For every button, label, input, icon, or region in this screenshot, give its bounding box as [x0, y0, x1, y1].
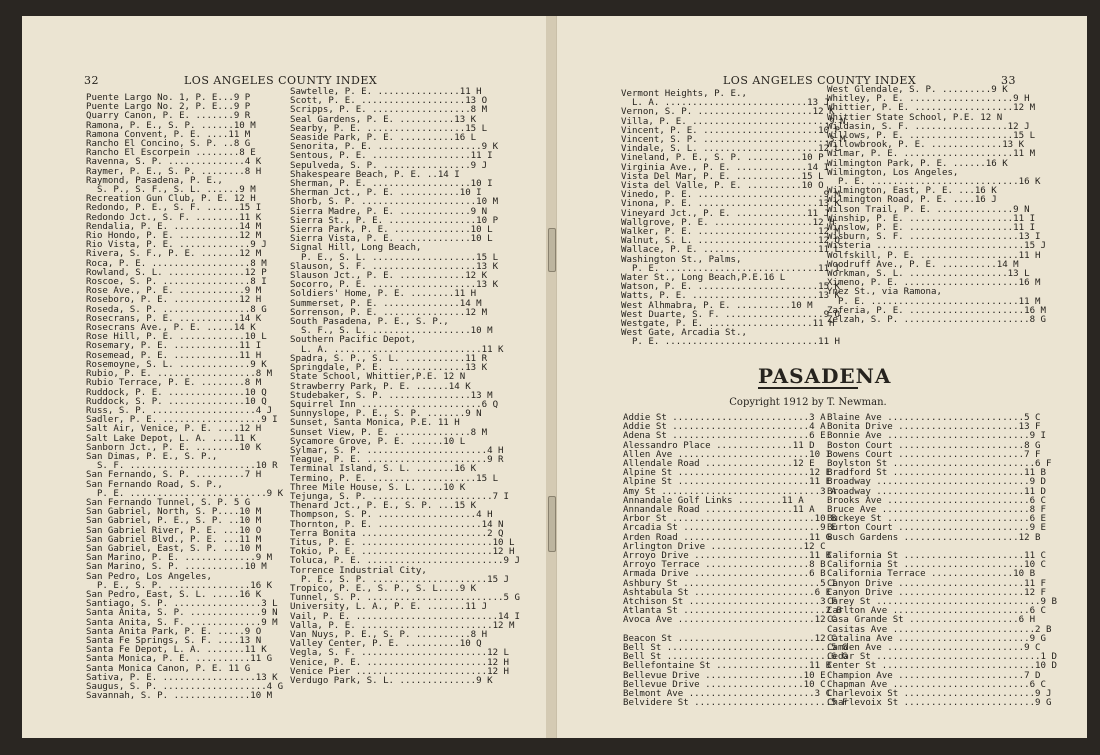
- index-entry: West Duarte, S. F. ..................9 O: [621, 309, 840, 320]
- index-entry: Wilmington Park, P. E. ......16 K: [827, 158, 1008, 169]
- index-entry: Virginia Ave., P. E. .............14 I: [621, 162, 830, 173]
- index-entry: Ashtabula St ......................6 E: [623, 587, 832, 598]
- index-entry: Teague, P. E. ......................9 R: [290, 455, 504, 466]
- index-entry: Raymer, P. E., S. P. ........8 H: [86, 166, 262, 177]
- index-entry: Quarry Canon, P. E. .......9 R: [86, 111, 251, 122]
- index-entry: University, L. A., P. E. .......11 J: [290, 602, 488, 613]
- index-entry: Puente Largo No. 1, P. E...9 P: [86, 93, 251, 103]
- index-entry: Sherman, P. E. ..................10 I: [290, 179, 493, 190]
- index-entry: Canyon Drive .......................11 F: [827, 578, 1046, 589]
- index-entry: Whittier, P. E. ..................12 M: [827, 103, 1036, 114]
- index-entry: San Gabriel, P. E., S. P. ..10 M: [86, 516, 262, 527]
- index-entry: Raymond, Pasadena, P. E.,: [86, 175, 223, 186]
- index-entry: Avoca Ave .........................12 C: [623, 615, 837, 626]
- index-entry: San Pedro, East, S. L. .....16 K: [86, 589, 262, 600]
- index-entry: Vineyard Jct., P. E. .............11 J: [621, 208, 830, 219]
- index-entry: P. E., S. P. ...............16 K: [86, 580, 273, 591]
- index-entry: Senorita, P. E. ...................9 K: [290, 142, 499, 153]
- index-entry: Vindale, S. L. .....................12 L: [621, 144, 840, 155]
- index-entry: Slauson Jct., P. E. ............12 K: [290, 271, 488, 282]
- index-entry: Vernon, S. P. .....................12 K: [621, 107, 835, 118]
- index-entry: Chapman Ave .........................6 C: [827, 679, 1046, 690]
- index-entry: Canyon Drive .......................12 F: [827, 587, 1046, 598]
- index-entry: Savannah, S. P. ..............10 M: [86, 691, 273, 702]
- index-entry: Center St ............................10 D: [827, 661, 1057, 672]
- index-entry: Ruddock, S. P. ..............10 Q: [86, 396, 267, 407]
- index-entry: Belmont Ave .......................3 C: [623, 689, 832, 700]
- index-entry: Shorb, S. P. .....................10 M: [290, 197, 499, 208]
- index-entry: Vincent, P. E. .....................10 P: [621, 125, 840, 136]
- index-entry: Sycamore Grove, P. E. ......10 L: [290, 436, 466, 447]
- index-entry: Bell St ..............................6 G: [623, 652, 848, 663]
- index-entry: P. E. ............................11 H: [621, 337, 840, 348]
- index-entry: Vinedo, P. E. .......................9 M: [621, 190, 840, 201]
- index-entry: Carey St ..............................9 B: [827, 597, 1057, 608]
- index-entry: Broadway ...........................11 D: [827, 486, 1046, 497]
- index-entry: Arroyo Terrace ...................8 B: [623, 560, 826, 571]
- index-entry: Ramona Convent, P. E. ....11 M: [86, 129, 251, 140]
- index-entry: San Gabriel, North, S. P....10 M: [86, 507, 262, 518]
- index-entry: Boston Court .......................8 G: [827, 440, 1041, 451]
- index-entry: Spadra, S. P., S. L. ...........11 R: [290, 353, 488, 364]
- index-entry: Vista Del Mar, P. E. ............15 L: [621, 171, 824, 182]
- index-entry: Ynez St., via Ramona,: [827, 287, 942, 298]
- index-entry: Santa Fe Springs, S. F. ....13 N: [86, 635, 262, 646]
- index-entry: Walnut, S. L. ......................12 Q: [621, 236, 840, 247]
- index-entry: Catalina Ave ........................9 G: [827, 633, 1046, 644]
- index-entry: Bonita Drive ......................13 F: [827, 422, 1041, 433]
- index-entry: Redondo, P. E., S. F. ......15 I: [86, 203, 262, 214]
- index-entry: Arbor St ..........................10 B: [623, 514, 837, 525]
- index-entry: Searby, P. E. ..................15 L: [290, 123, 488, 134]
- index-entry: San Fernando Tunnel, S. P. 5 G: [86, 497, 251, 508]
- index-entry: Wisburn, S. F. ....................13 I: [827, 232, 1041, 243]
- index-entry: California St ......................10 C: [827, 560, 1046, 571]
- index-entry: Sierra Madre, P. E. .............9 N: [290, 206, 488, 217]
- index-entry: Addie St .........................3 A: [623, 413, 826, 423]
- index-entry: Rancho El Concino, S. P. ..8 G: [86, 139, 251, 150]
- index-entry: Roscoe, S. P. ................8 I: [86, 277, 267, 288]
- index-entry: Santa Anita Park, P. E. .....9 O: [86, 626, 262, 637]
- index-entry: California St ......................11 C: [827, 551, 1046, 562]
- index-entry: West Glendale, S. P. .........9 K: [827, 85, 1008, 95]
- index-entry: Rivera, S. F., P. E. .......12 M: [86, 249, 262, 260]
- index-entry: Venice, P. E. ......................12 H: [290, 657, 509, 668]
- index-entry: Zelzah, S. P. .......................8 G: [827, 315, 1046, 326]
- index-entry: Ashbury St .........................5 I: [623, 578, 837, 589]
- index-entry: Wilmington, East, P. E. ...16 K: [827, 186, 997, 197]
- index-entry: Casa Grande St ....................6 H: [827, 615, 1036, 626]
- index-entry: Wilmar, P. E. ....................11 M: [827, 149, 1036, 160]
- index-entry: Sierra Park, P. E. ..............10 L: [290, 225, 493, 236]
- index-entry: Sunset, Santa Monica, P.E. 11 H: [290, 418, 460, 429]
- index-entry: San Pedro, Los Angeles,: [86, 571, 212, 582]
- index-entry: S. F., S. L. ..................10 M: [290, 326, 493, 337]
- index-entry: Sanborn Jct., P. E. ........10 K: [86, 442, 262, 453]
- index-entry: Ravenna, S. P. ..............4 K: [86, 157, 262, 168]
- index-entry: Valla, P. E. ........................12 M: [290, 620, 515, 631]
- index-entry: L. A. ...........................11 K: [290, 344, 504, 355]
- index-entry: Bruce Ave ...........................8 F: [827, 505, 1046, 516]
- index-entry: Bellefontaine St .................11 B: [623, 661, 832, 672]
- index-entry: Vista del Valle, P. E. ..........10 O: [621, 181, 824, 192]
- index-entry: P. E., S. L. ...................15 L: [290, 252, 499, 263]
- running-header-right: LOS ANGELES COUNTY INDEX: [723, 74, 917, 87]
- index-entry: Titus, P. E. ........................10 L: [290, 537, 515, 548]
- index-entry: Armada Drive .....................6 B: [623, 569, 826, 580]
- index-entry: Addie St .........................4 A: [623, 422, 826, 433]
- index-entry: San Marino, P. E. .............9 M: [86, 553, 273, 564]
- pasadena-column-2: [827, 414, 1057, 709]
- index-entry: Charlevoix St ........................9 J: [827, 689, 1052, 700]
- staple-bottom: [548, 496, 556, 552]
- index-entry: Burton Court ........................9 E: [827, 523, 1046, 534]
- index-entry: Rosecrans, P. E. ...........14 K: [86, 313, 262, 324]
- index-entry: Rosemead, P. E. ............11 H: [86, 350, 262, 361]
- index-entry: Ruddock, P. E. ..............10 Q: [86, 387, 267, 398]
- index-column-left-2: [290, 88, 520, 686]
- index-entry: State School, Whittier,P.E. 12 N: [290, 372, 466, 383]
- index-entry: Watts, P. E. .......................13 K: [621, 291, 840, 302]
- index-entry: Santa Fe Depot, L. A. .......11 K: [86, 645, 267, 656]
- index-entry: Valley Center, P. E. ..........10 Q: [290, 639, 482, 650]
- index-entry: Signal Hill, Long Beach,: [290, 243, 422, 254]
- index-entry: Charlevoix St ........................9 G: [827, 698, 1052, 709]
- index-entry: South Pasadena, P. E., S. P.,: [290, 317, 449, 328]
- index-entry: San Marino, S. P. ...........10 M: [86, 562, 267, 573]
- index-entry: Vineland, P. E., S. P. ..........10 P: [621, 153, 824, 164]
- index-entry: West Alhmabra, P. E. ..........10 M: [621, 300, 813, 311]
- index-entry: Terminal Island, S. L. .......16 K: [290, 464, 477, 475]
- index-entry: Squirrel Inn ......................6 Q: [290, 399, 499, 410]
- index-entry: Washington St., Palms,: [621, 254, 742, 265]
- index-entry: Santiago, S. P. ................3 L: [86, 599, 278, 610]
- index-entry: Sepulveda, S. P. ................9 J: [290, 160, 488, 171]
- index-entry: Tokio, P. E. ........................12 H: [290, 547, 515, 558]
- index-entry: Ximeno, P. E. .....................16 M: [827, 278, 1041, 289]
- index-entry: Vail, P. E. ..........................14 I: [290, 611, 520, 622]
- index-entry: Sylmar, S. P. ......................4 H: [290, 445, 504, 456]
- index-entry: Arroyo Drive .....................11 B: [623, 551, 832, 562]
- index-column-right-2: [827, 86, 1046, 325]
- index-entry: Roseboro, P. E. ............12 H: [86, 295, 262, 306]
- index-entry: San Dimas, P. E., S. P.,: [86, 451, 218, 462]
- index-entry: Rubio, P. E. ..................8 M: [86, 369, 273, 380]
- index-entry: Whittier State School, P.E. 12 N: [827, 112, 1003, 123]
- index-entry: Busch Gardens .....................12 B: [827, 532, 1041, 543]
- index-entry: Beacon St .........................12 C: [623, 633, 837, 644]
- index-entry: West Gate, Arcadia St.,: [621, 328, 747, 339]
- index-entry: Winslow, P. E. ...................11 I: [827, 223, 1036, 234]
- index-entry: Terra Bonita .......................2 Q: [290, 528, 504, 539]
- right-page: [556, 16, 1087, 738]
- index-entry: Three Mile House, S. L. ....10 K: [290, 482, 466, 493]
- index-entry: Verdugo Park, S. L. ..............9 K: [290, 676, 493, 686]
- index-entry: Annandale Golf Links ........11 A: [623, 495, 804, 506]
- index-entry: Seal Gardens, P. E. ..........13 K: [290, 114, 477, 125]
- index-entry: Russ, S. P. ...................4 J: [86, 405, 273, 416]
- index-entry: Brooks Ave ..........................6 C: [827, 495, 1046, 506]
- index-entry: Water St., Long Beach,P.E.16 L: [621, 273, 786, 284]
- index-entry: Belvidere St .........................5 F: [623, 698, 848, 709]
- pasadena-column-1: [623, 414, 847, 709]
- index-entry: Santa Anita, S. P. .............9 N: [86, 608, 278, 619]
- index-entry: Santa Monica, P. E. ..........11 G: [86, 654, 273, 665]
- index-entry: Woodruff Ave., P. E. ..........14 M: [827, 259, 1019, 270]
- index-entry: Rio Vista, P. E. .............9 J: [86, 240, 267, 251]
- index-entry: Rosecrans Ave., P. E. .....14 K: [86, 323, 256, 334]
- index-entry: Boylston St ..........................6 F: [827, 459, 1052, 470]
- index-entry: Southern Pacific Depot,: [290, 335, 416, 346]
- index-entry: Arlington Drive .................12 C: [623, 541, 826, 552]
- index-entry: Scripps, P. E. ..................8 M: [290, 105, 488, 116]
- index-entry: Santa Anita, S. F. .............9 M: [86, 617, 278, 628]
- index-entry: Roca, P. E. ..................8 M: [86, 258, 267, 269]
- staple-top: [548, 228, 556, 272]
- book-gutter: [546, 16, 556, 738]
- index-entry: Sawtelle, P. E. ...............11 H: [290, 87, 482, 97]
- index-entry: Camden Ave .........................9 C: [827, 643, 1041, 654]
- index-entry: Wisteria ...........................15 J: [827, 241, 1046, 252]
- index-entry: Carlton Ave .........................6 C: [827, 606, 1046, 617]
- index-entry: Zaferia, P. E. .....................16 M: [827, 305, 1046, 316]
- index-entry: Termino, P. E. ...................15 L: [290, 473, 499, 484]
- index-entry: Bell St ..............................5 G: [623, 643, 848, 654]
- index-entry: L. A. ..........................13 J: [621, 98, 830, 109]
- index-entry: Villa, P. E. .........................9 N: [621, 116, 846, 127]
- index-entry: Alpine St ........................12 E: [623, 468, 832, 479]
- left-page: [22, 16, 547, 738]
- index-entry: Rose Ave., P. E. ............9 M: [86, 286, 262, 297]
- index-entry: Sunnyslope, P. E., S. P. .......9 N: [290, 409, 482, 420]
- index-entry: P. E. ............................11 I: [621, 263, 840, 274]
- index-entry: P. E. ...........................16 K: [827, 177, 1041, 188]
- index-entry: Atchison St ........................3 F: [623, 597, 837, 608]
- index-entry: Summerset, P. E. ..............14 M: [290, 298, 482, 309]
- index-entry: Willowbrook, P. E. .............13 K: [827, 140, 1025, 151]
- index-entry: Recreation Gun Club, P. E. 12 H: [86, 194, 256, 205]
- index-entry: Vermont Heights, P. E.,: [621, 89, 747, 99]
- index-entry: Thornton, P. E. ...................14 N: [290, 519, 504, 530]
- index-entry: Sativa, P. E. .................13 K: [86, 672, 278, 683]
- index-entry: S. F. .......................10 R: [86, 461, 278, 472]
- page-number-left: 32: [84, 74, 99, 87]
- index-entry: Vegla, S. F. .......................12 L: [290, 648, 509, 659]
- section-title: PASADENA: [758, 364, 892, 388]
- index-entry: Sierra Vista, P. E. .............10 L: [290, 234, 493, 245]
- index-entry: Atlanta St ..........................2 B: [623, 606, 842, 617]
- copyright-line: Copyright 1912 by T. Newman.: [729, 397, 887, 408]
- index-entry: Vinona, P. E. ......................13 K: [621, 199, 840, 210]
- index-entry: Rowland, S. L. ..............12 P: [86, 267, 267, 278]
- index-entry: Soldiers' Home, P. E. ........11 H: [290, 289, 477, 300]
- index-entry: Thompson, S. P. ..................4 H: [290, 510, 493, 521]
- index-entry: Arden Road .......................11 G: [623, 532, 832, 543]
- index-entry: Sadler, P. E. ..................9 I: [86, 415, 278, 426]
- index-entry: Bonnie Ave ..........................9 I: [827, 431, 1046, 442]
- index-entry: Blaine Ave .........................5 C: [827, 413, 1041, 423]
- index-entry: Sherman Jct., P. E. ...........10 I: [290, 188, 482, 199]
- index-entry: Bradford St ........................11 B: [827, 468, 1046, 479]
- index-entry: Buckeye St ..........................6 E: [827, 514, 1046, 525]
- index-entry: Amy St .............................3 A: [623, 486, 837, 497]
- index-entry: Rosemary, P. E. ............11 I: [86, 341, 262, 352]
- index-entry: Wilmington, Los Angeles,: [827, 167, 959, 178]
- index-entry: Rancho El Escorpein ........8 E: [86, 148, 256, 159]
- index-entry: Rio Hondo, P. E. ...........12 M: [86, 231, 262, 242]
- index-entry: Tejunga, S. P. ......................7 I: [290, 491, 509, 502]
- index-entry: Wilson Trail, P. E. ..............9 N: [827, 204, 1030, 215]
- index-entry: San Fernando Road, S. P.,: [86, 479, 223, 490]
- index-entry: Rose Hill, P. E. ............10 L: [86, 332, 267, 343]
- index-entry: Whitley, P. E. ...................9 H: [827, 94, 1030, 105]
- index-entry: Annandale Road ................11 A: [623, 505, 815, 516]
- index-entry: P. E., S. P. .....................15 J: [290, 574, 509, 585]
- index-entry: California Terrace ...............10 B: [827, 569, 1036, 580]
- index-entry: Cedar St ..............................1 D: [827, 652, 1057, 663]
- index-entry: Willows, P. E. ...................15 L: [827, 131, 1036, 142]
- index-entry: Bowens Court .......................7 F: [827, 449, 1041, 460]
- index-entry: Vincent, S. P. .......................3 M: [621, 135, 846, 146]
- index-entry: Westgate, P. E. ...................11 H: [621, 319, 835, 330]
- index-entry: Springdale, P. E. ..............13 K: [290, 363, 488, 374]
- index-entry: Strawberry Park, P. E. ......14 K: [290, 381, 471, 392]
- index-entry: P. E. ...........................11 M: [827, 296, 1041, 307]
- index-entry: Wildasin, S. F. .................12 J: [827, 121, 1030, 132]
- page-number-right: 33: [1001, 74, 1016, 87]
- index-entry: Wolfskill, P. E. ..................11 H: [827, 250, 1041, 261]
- index-entry: Venice Pier ........................12 H: [290, 666, 509, 677]
- index-entry: Toluca, P. E. .........................9 J: [290, 556, 520, 567]
- index-entry: Seaside Park, P. E. ..........16 L: [290, 133, 477, 144]
- index-entry: Watson, P. E. ......................15 K: [621, 282, 840, 293]
- index-entry: Bellevue Drive ..................10 E: [623, 670, 826, 681]
- index-entry: Socorro, P. E. ...................13 K: [290, 280, 499, 291]
- index-entry: Alessandro Place ..............11 D: [623, 440, 815, 451]
- index-entry: Rubio Terrace, P. E. ........8 M: [86, 378, 262, 389]
- index-entry: San Gabriel, East, S. P. ...10 M: [86, 543, 262, 554]
- index-entry: San Fernando, S. P. .........7 H: [86, 470, 262, 481]
- index-entry: P. E. .........................9 K: [86, 488, 284, 499]
- index-entry: San Gabriel Blvd., P. E. ...11 M: [86, 534, 262, 545]
- index-entry: Walker, P. E. ......................12 M: [621, 227, 840, 238]
- index-entry: Shakespeare Beach, P. E. ..14 I: [290, 169, 460, 180]
- index-entry: Salt Lake Depot, L. A. ....11 K: [86, 433, 256, 444]
- index-column-right-1: [621, 90, 845, 348]
- index-entry: Broadway ............................9 D: [827, 477, 1046, 488]
- index-entry: S. P., S. F., S. L. ......9 M: [86, 185, 256, 196]
- index-entry: Santa Monica Canon, P. E. 11 G: [86, 663, 251, 674]
- index-entry: Sierra St., P. E. ................10 P: [290, 215, 499, 226]
- index-entry: Alpine St ........................11 E: [623, 477, 832, 488]
- index-entry: Roseda, S. P. ................8 G: [86, 304, 267, 315]
- index-entry: Arcadia St .........................9 E: [623, 523, 837, 534]
- index-entry: Champion Ave .......................7 D: [827, 670, 1041, 681]
- index-entry: San Gabriel River, P. E. ...10 O: [86, 525, 262, 536]
- index-entry: Tropico, P. E., S. P., S. L....9 K: [290, 583, 477, 594]
- index-entry: Van Nuys, P. E., S. P. ..........8 H: [290, 629, 488, 640]
- index-entry: Slauson, S. F. ...................13 K: [290, 261, 499, 272]
- index-entry: Sunset View, P. E. ..............8 M: [290, 427, 488, 438]
- running-header-left: LOS ANGELES COUNTY INDEX: [184, 74, 378, 87]
- index-entry: Rosemoyne, S. L. .............9 K: [86, 359, 267, 370]
- index-entry: Saugus, S. P. ...................4 G: [86, 682, 284, 692]
- index-entry: Sentous, P. E. ..................11 I: [290, 151, 493, 162]
- index-entry: Puente Largo No. 2, P. E...9 P: [86, 102, 251, 113]
- index-entry: Redondo Jct., S. F. ........11 K: [86, 212, 262, 223]
- index-entry: Ramona, P. E., S. P. ......10 M: [86, 120, 256, 131]
- index-entry: Winship, P. E. ...................11 I: [827, 213, 1036, 224]
- index-entry: Thenard Jct., P. E., S. P. ...15 K: [290, 501, 477, 512]
- index-entry: Wilmington Road, P. E. ....16 J: [827, 195, 997, 206]
- index-entry: Torrence Industrial City,: [290, 565, 427, 576]
- index-entry: Wallace, P. E. .....................11 L: [621, 245, 840, 256]
- index-entry: Wallgrove, P. E. ..................12 H: [621, 217, 835, 228]
- index-entry: Workman, S. L. ..................13 L: [827, 269, 1030, 280]
- index-entry: Tunnel, S. P. .........................5 G: [290, 593, 520, 604]
- index-entry: Allendale Road ................12 E: [623, 459, 815, 470]
- index-entry: Salt Air, Venice, P. E. ....12 H: [86, 424, 262, 435]
- index-entry: Casitas Ave ..........................2 B: [827, 624, 1052, 635]
- index-entry: Bellevue Drive ..................10 C: [623, 679, 826, 690]
- index-column-left-1: [86, 94, 283, 701]
- index-entry: Scott, P. E. ...................13 O: [290, 96, 488, 107]
- index-entry: Rendalia, P. E. ............14 M: [86, 221, 262, 232]
- index-entry: Studebaker, S. P. ...............13 M: [290, 390, 493, 401]
- index-entry: Allen Ave ........................10 I: [623, 449, 832, 460]
- index-entry: Sorrenson, P. E. ...............12 M: [290, 307, 488, 318]
- index-entry: Adena St .........................6 E: [623, 431, 826, 442]
